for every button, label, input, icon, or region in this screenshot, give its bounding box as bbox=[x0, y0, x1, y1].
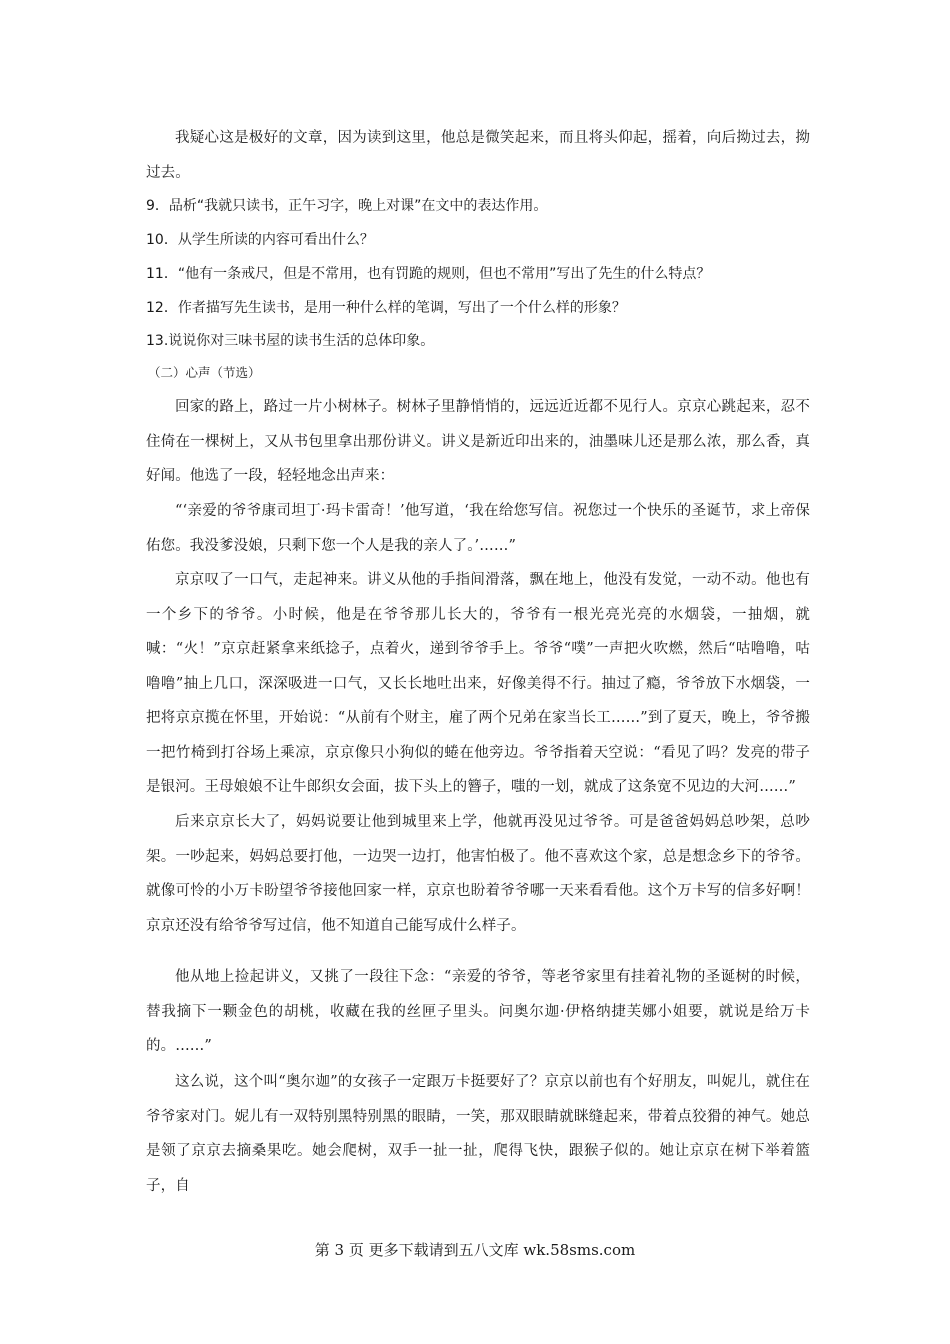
question-9: 9．品析“我就只读书，正午习字，晚上对课”在文中的表达作用。 bbox=[146, 198, 548, 214]
story-paragraph: 他从地上捡起讲义，又挑了一段往下念：“亲爱的爷爷，等老爷家里有挂着礼物的圣诞树的时候，替我摘下一颗金色的胡桃，收藏在我的丝匣子里头。问奥尔迦·伊格纳捷芙娜小姐要，就说是给万卡的。……” bbox=[146, 969, 810, 1054]
question-12: 12．作者描写先生读书，是用一种什么样的笔调，写出了一个什么样的形象？ bbox=[146, 300, 626, 316]
passage-tail-paragraph: 我疑心这是极好的文章，因为读到这里，他总是微笑起来，而且将头仰起，摇着，向后拗过去，拗过去。 bbox=[146, 130, 810, 181]
story-paragraph: 这么说，这个叫“奥尔迦”的女孩子一定跟万卡挺要好了？京京以前也有个好朋友，叫妮儿，就住在爷爷家对门。妮儿有一双特别黑特别黑的眼睛，一笑，那双眼睛就眯缝起来，带着点狡猾的神气。她总是领了京京去摘桑果吃。她会爬树，双手一扯一扯，爬得飞快，跟猴子似的。她让京京在树下举着篮子，自 bbox=[146, 1074, 810, 1194]
story-paragraph: 回家的路上，路过一片小树林子。树林子里静悄悄的，远远近近都不见行人。京京心跳起来，忍不住倚在一棵树上，又从书包里拿出那份讲义。讲义是新近印出来的，油墨味儿还是那么浓，那么香，真好闻。他选了一段，轻轻地念出声来： bbox=[146, 399, 810, 484]
question-11: 11．“他有一条戒尺，但是不常用，也有罚跪的规则，但也不常用”写出了先生的什么特点？ bbox=[146, 266, 711, 282]
story-paragraph: 京京叹了一口气，走起神来。讲义从他的手指间滑落，飘在地上，他没有发觉，一动不动。他也有一个乡下的爷爷。小时候，他是在爷爷那儿长大的，爷爷有一根光亮光亮的水烟袋，一抽烟，就喊：“火！”京京赶紧拿来纸捻子，点着火，递到爷爷手上。爷爷“噗”一声把火吹燃，然后“咕噜噜，咕噜噜”抽上几口，深深吸进一口气，又长长地吐出来，好像美得不行。抽过了瘾，爷爷放下水烟袋，一把将京京揽在怀里，开始说：“从前有个财主，雇了两个兄弟在家当长工……”到了夏天，晚上，爷爷搬一把竹椅到打谷场上乘凉，京京像只小狗似的蜷在他旁边。爷爷指着天空说：“看见了吗？发亮的带子是银河。王母娘娘不让牛郎织女会面，拔下头上的簪子，嗤的一划，就成了这条宽不见边的大河……” bbox=[146, 572, 810, 795]
story-paragraph: “‘亲爱的爷爷康司坦丁·玛卡雷奇！’他写道，‘我在给您写信。祝您过一个快乐的圣诞节，求上帝保佑您。我没爹没娘，只剩下您一个人是我的亲人了。’……” bbox=[146, 503, 810, 554]
question-13: 13.说说你对三味书屋的读书生活的总体印象。 bbox=[146, 333, 435, 349]
page-footer: 第 3 页 更多下载请到五八文库 wk.58sms.com bbox=[314, 1241, 636, 1259]
story-paragraph: 后来京京长大了，妈妈说要让他到城里来上学，他就再没见过爷爷。可是爸爸妈妈总吵架，总吵架。一吵起来，妈妈总要打他，一边哭一边打，他害怕极了。他不喜欢这个家，总是想念乡下的爷爷。就像可怜的小万卡盼望爷爷接他回家一样，京京也盼着爷爷哪一天来看看他。这个万卡写的信多好啊！京京还没有给爷爷写过信，他不知道自己能写成什么样子。 bbox=[146, 814, 810, 934]
question-10: 10．从学生所读的内容可看出什么？ bbox=[146, 232, 374, 248]
section-title: （二）心声（节选） bbox=[148, 365, 261, 380]
